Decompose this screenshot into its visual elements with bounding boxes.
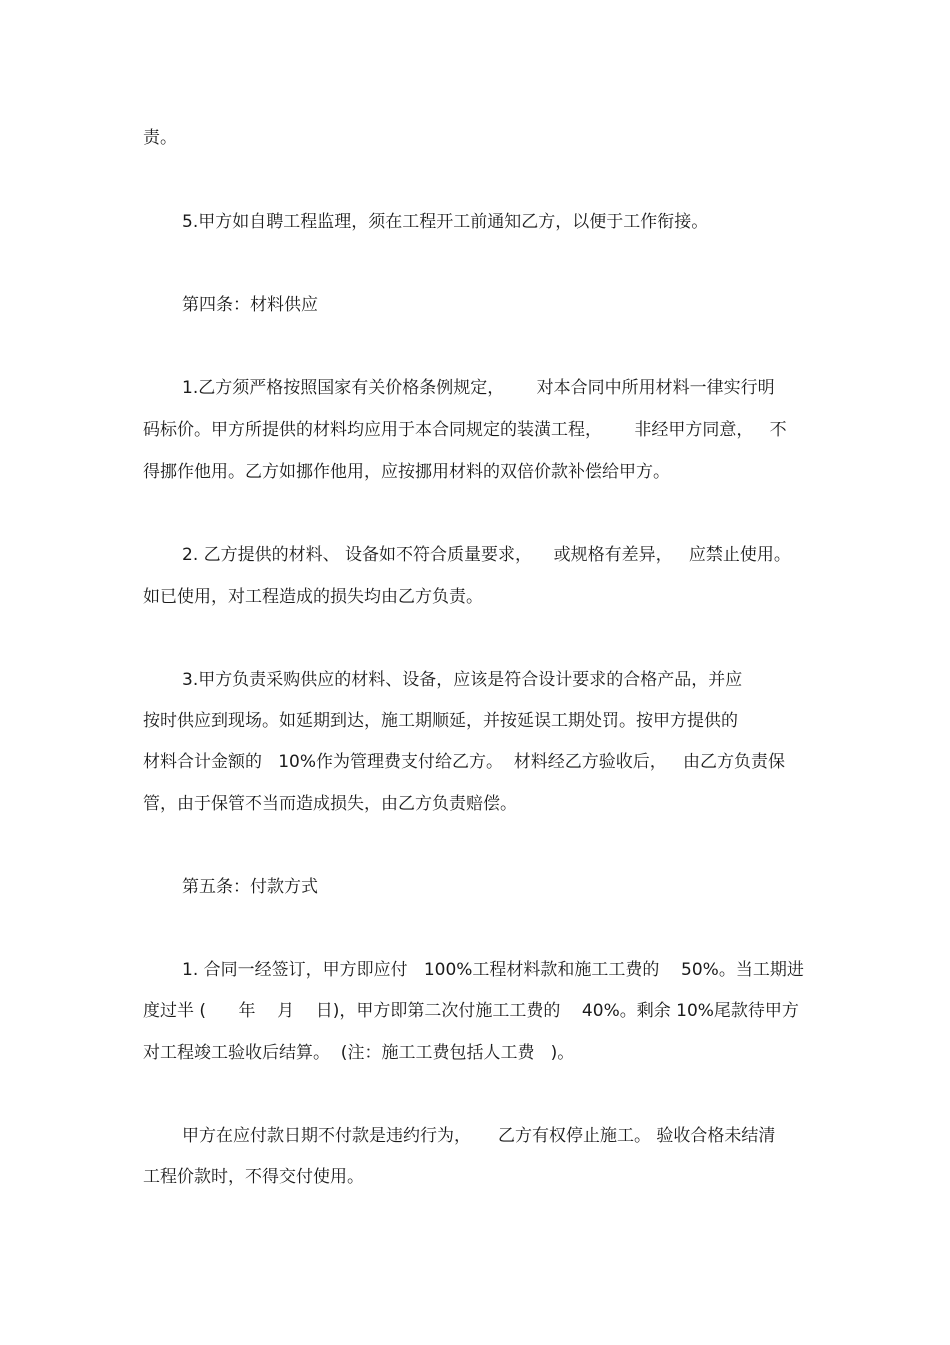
text-line: 工程价款时，不得交付使用。	[143, 1167, 364, 1187]
text-line: 1. 合同一经签订，甲方即应付 100%工程材料款和施工工费的 50%。当工期进	[182, 960, 804, 980]
text-line: 材料合计金额的 10%作为管理费支付给乙方。 材料经乙方验收后， 由乙方负责保	[143, 752, 786, 772]
text-line: 5.甲方如自聘工程监理，须在工程开工前通知乙方，以便于工作衔接。	[182, 212, 709, 232]
text-line: 对工程竣工验收后结算。 (注：施工工费包括人工费 )。	[143, 1043, 575, 1063]
text-line: 度过半 ( 年 月 日)，甲方即第二次付施工工费的 40%。剩余 10%尾款待甲方	[143, 1001, 799, 1021]
section-heading: 第四条：材料供应	[182, 295, 318, 315]
text-line: 码标价。甲方所提供的材料均应用于本合同规定的装潢工程， 非经甲方同意， 不	[143, 420, 787, 440]
text-line: 按时供应到现场。如延期到达，施工期顺延，并按延误工期处罚。按甲方提供的	[143, 711, 738, 731]
text-line: 甲方在应付款日期不付款是违约行为， 乙方有权停止施工。 验收合格未结清	[182, 1126, 776, 1146]
text-line: 责。	[143, 128, 177, 148]
text-line: 2. 乙方提供的材料、 设备如不符合质量要求， 或规格有差异， 应禁止使用。	[182, 545, 791, 565]
text-line: 1.乙方须严格按照国家有关价格条例规定， 对本合同中所用材料一律实行明	[182, 378, 775, 398]
text-line: 管，由于保管不当而造成损失，由乙方负责赔偿。	[143, 794, 517, 814]
section-heading: 第五条：付款方式	[182, 877, 318, 897]
text-line: 如已使用，对工程造成的损失均由乙方负责。	[143, 587, 483, 607]
text-line: 得挪作他用。乙方如挪作他用，应按挪用材料的双倍价款补偿给甲方。	[143, 462, 670, 482]
text-line: 3.甲方负责采购供应的材料、设备，应该是符合设计要求的合格产品，并应	[182, 670, 743, 690]
